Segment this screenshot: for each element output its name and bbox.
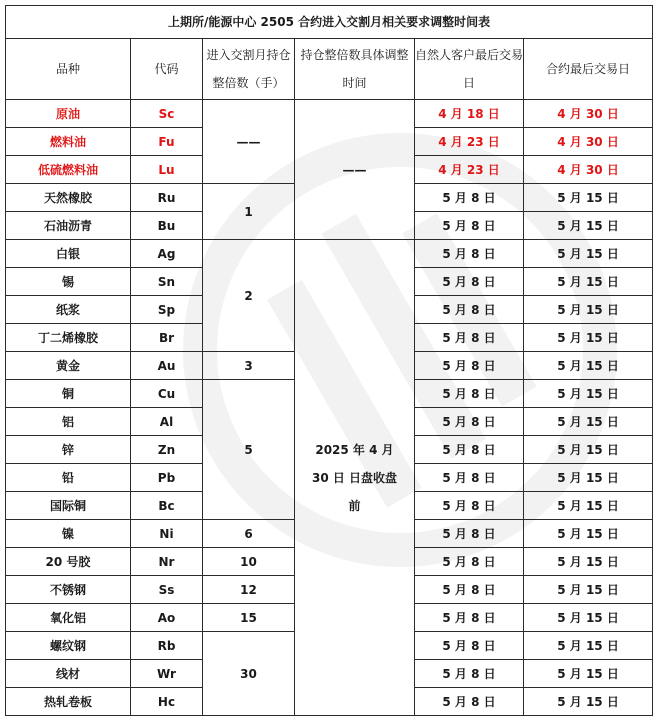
contract-last-day-cell: 5 月 15 日 — [524, 492, 653, 520]
contract-last-day-cell: 5 月 15 日 — [524, 688, 653, 716]
code-cell: Ao — [131, 604, 203, 632]
variety-cell: 螺纹钢 — [6, 632, 131, 660]
code-cell: Wr — [131, 660, 203, 688]
natural-last-day-cell: 5 月 8 日 — [415, 240, 524, 268]
code-cell: Au — [131, 352, 203, 380]
natural-last-day-cell: 5 月 8 日 — [415, 632, 524, 660]
variety-cell: 不锈钢 — [6, 576, 131, 604]
multiple-cell: 30 — [203, 632, 295, 716]
variety-cell: 国际铜 — [6, 492, 131, 520]
contract-last-day-cell: 5 月 15 日 — [524, 184, 653, 212]
code-cell: Cu — [131, 380, 203, 408]
adjust-time-cell: 2025 年 4 月 30 日 日盘收盘前 — [295, 240, 415, 716]
contract-last-day-cell: 5 月 15 日 — [524, 436, 653, 464]
header-variety: 品种 — [6, 39, 131, 100]
natural-last-day-cell: 5 月 8 日 — [415, 212, 524, 240]
variety-cell: 铅 — [6, 464, 131, 492]
code-cell: Bc — [131, 492, 203, 520]
natural-last-day-cell: 5 月 8 日 — [415, 548, 524, 576]
code-cell: Ni — [131, 520, 203, 548]
contract-last-day-cell: 5 月 15 日 — [524, 576, 653, 604]
multiple-cell: —— — [203, 100, 295, 184]
header-natural-last-day: 自然人客户最后交易日 — [415, 39, 524, 100]
variety-cell: 燃料油 — [6, 128, 131, 156]
contract-last-day-cell: 5 月 15 日 — [524, 240, 653, 268]
adjustment-table — [5, 5, 653, 716]
contract-last-day-cell: 5 月 15 日 — [524, 296, 653, 324]
contract-last-day-cell: 4 月 30 日 — [524, 100, 653, 128]
contract-last-day-cell: 5 月 15 日 — [524, 352, 653, 380]
variety-cell: 纸浆 — [6, 296, 131, 324]
natural-last-day-cell: 5 月 8 日 — [415, 436, 524, 464]
code-cell: Rb — [131, 632, 203, 660]
contract-last-day-cell: 5 月 15 日 — [524, 660, 653, 688]
code-cell: Sn — [131, 268, 203, 296]
variety-cell: 氧化铝 — [6, 604, 131, 632]
multiple-cell: 10 — [203, 548, 295, 576]
natural-last-day-cell: 5 月 8 日 — [415, 352, 524, 380]
code-cell: Bu — [131, 212, 203, 240]
variety-cell: 20 号胶 — [6, 548, 131, 576]
contract-last-day-cell: 4 月 30 日 — [524, 156, 653, 184]
code-cell: Hc — [131, 688, 203, 716]
code-cell: Fu — [131, 128, 203, 156]
natural-last-day-cell: 4 月 18 日 — [415, 100, 524, 128]
table-title: 上期所/能源中心 2505 合约进入交割月相关要求调整时间表 — [6, 6, 653, 39]
natural-last-day-cell: 4 月 23 日 — [415, 156, 524, 184]
contract-last-day-cell: 5 月 15 日 — [524, 604, 653, 632]
multiple-cell: 5 — [203, 380, 295, 520]
variety-cell: 铜 — [6, 380, 131, 408]
code-cell: Sc — [131, 100, 203, 128]
natural-last-day-cell: 5 月 8 日 — [415, 520, 524, 548]
natural-last-day-cell: 5 月 8 日 — [415, 492, 524, 520]
variety-cell: 原油 — [6, 100, 131, 128]
variety-cell: 天然橡胶 — [6, 184, 131, 212]
variety-cell: 铝 — [6, 408, 131, 436]
multiple-cell: 2 — [203, 240, 295, 352]
contract-last-day-cell: 5 月 15 日 — [524, 212, 653, 240]
contract-last-day-cell: 5 月 15 日 — [524, 268, 653, 296]
header-multiple: 进入交割月持仓整倍数（手） — [203, 39, 295, 100]
variety-cell: 镍 — [6, 520, 131, 548]
code-cell: Zn — [131, 436, 203, 464]
contract-last-day-cell: 5 月 15 日 — [524, 324, 653, 352]
natural-last-day-cell: 5 月 8 日 — [415, 464, 524, 492]
variety-cell: 低硫燃料油 — [6, 156, 131, 184]
code-cell: Sp — [131, 296, 203, 324]
variety-cell: 锡 — [6, 268, 131, 296]
variety-cell: 丁二烯橡胶 — [6, 324, 131, 352]
code-cell: Pb — [131, 464, 203, 492]
variety-cell: 黄金 — [6, 352, 131, 380]
natural-last-day-cell: 4 月 23 日 — [415, 128, 524, 156]
natural-last-day-cell: 5 月 8 日 — [415, 408, 524, 436]
multiple-cell: 6 — [203, 520, 295, 548]
natural-last-day-cell: 5 月 8 日 — [415, 604, 524, 632]
multiple-cell: 15 — [203, 604, 295, 632]
header-adjust-time: 持仓整倍数具体调整时间 — [295, 39, 415, 100]
natural-last-day-cell: 5 月 8 日 — [415, 268, 524, 296]
natural-last-day-cell: 5 月 8 日 — [415, 184, 524, 212]
code-cell: Ru — [131, 184, 203, 212]
variety-cell: 线材 — [6, 660, 131, 688]
multiple-cell: 12 — [203, 576, 295, 604]
code-cell: Nr — [131, 548, 203, 576]
contract-last-day-cell: 5 月 15 日 — [524, 548, 653, 576]
contract-last-day-cell: 5 月 15 日 — [524, 408, 653, 436]
header-code: 代码 — [131, 39, 203, 100]
header-contract-last-day: 合约最后交易日 — [524, 39, 653, 100]
contract-last-day-cell: 5 月 15 日 — [524, 380, 653, 408]
multiple-cell: 3 — [203, 352, 295, 380]
code-cell: Al — [131, 408, 203, 436]
contract-last-day-cell: 5 月 15 日 — [524, 520, 653, 548]
contract-last-day-cell: 4 月 30 日 — [524, 128, 653, 156]
code-cell: Ag — [131, 240, 203, 268]
code-cell: Br — [131, 324, 203, 352]
contract-last-day-cell: 5 月 15 日 — [524, 464, 653, 492]
variety-cell: 石油沥青 — [6, 212, 131, 240]
natural-last-day-cell: 5 月 8 日 — [415, 660, 524, 688]
contract-last-day-cell: 5 月 15 日 — [524, 632, 653, 660]
multiple-cell: 1 — [203, 184, 295, 240]
variety-cell: 白银 — [6, 240, 131, 268]
variety-cell: 热轧卷板 — [6, 688, 131, 716]
code-cell: Ss — [131, 576, 203, 604]
natural-last-day-cell: 5 月 8 日 — [415, 688, 524, 716]
natural-last-day-cell: 5 月 8 日 — [415, 324, 524, 352]
variety-cell: 锌 — [6, 436, 131, 464]
natural-last-day-cell: 5 月 8 日 — [415, 576, 524, 604]
code-cell: Lu — [131, 156, 203, 184]
natural-last-day-cell: 5 月 8 日 — [415, 296, 524, 324]
natural-last-day-cell: 5 月 8 日 — [415, 380, 524, 408]
adjust-time-cell: —— — [295, 100, 415, 240]
